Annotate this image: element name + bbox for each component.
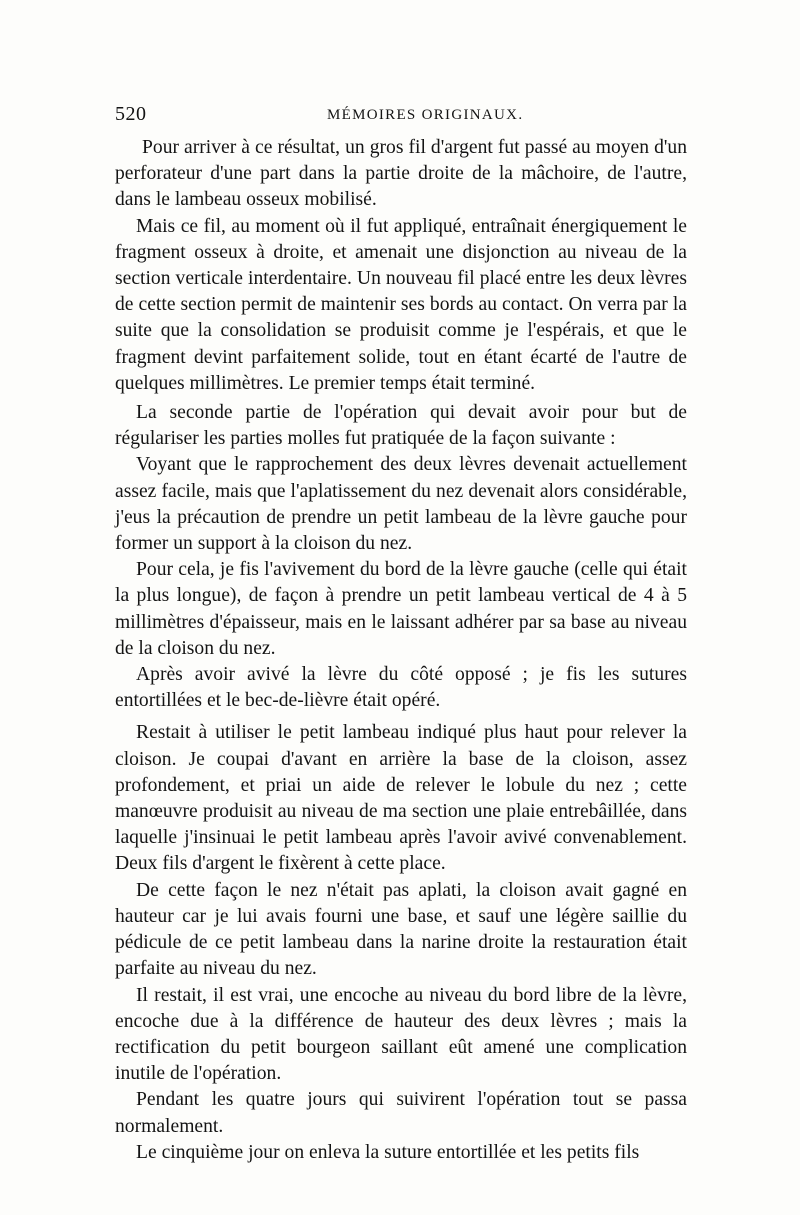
page-header: [115, 99, 695, 129]
paragraph: Mais ce fil, au moment où il fut appliqué, entraînait énergiquement le fragment osseux à droite, et amenait une disjonction au niveau de la section verticale interdentaire. Un nouveau fil placé entre les deux lèvres de cette section permit de maintenir ses bords au contact. On verra par la suite que la consolidation se produisit comme je l'espérais, et que le fragment devint parfaitement solide, tout en étant écarté de l'autre de quelques millimètres. Le premier temps était terminé.: [115, 215, 687, 394]
body-text: [115, 135, 687, 1166]
page-number: 520: [115, 103, 147, 125]
paragraph: Après avoir avivé la lèvre du côté opposé ; je fis les sutures entortillées et le bec-de-lièvre était opéré.: [115, 664, 687, 712]
paragraph: Pour arriver à ce résultat, un gros fil d'argent fut passé au moyen d'un perforateur d'une part dans la partie droite de la mâchoire, de l'autre, dans le lambeau osseux mobilisé.: [115, 137, 687, 211]
paragraph: La seconde partie de l'opération qui devait avoir pour but de régulariser les parties molles fut pratiquée de la façon suivante :: [115, 402, 687, 450]
paragraph: Voyant que le rapprochement des deux lèvres devenait actuellement assez facile, mais que l'aplatissement du nez devenait alors considérable, j'eus la précaution de prendre un petit lambeau de la lèvre gauche pour former un support à la cloison du nez.: [115, 454, 687, 555]
paragraph: Pendant les quatre jours qui suivirent l'opération tout se passa normalement.: [115, 1089, 687, 1137]
paragraph: Il restait, il est vrai, une encoche au niveau du bord libre de la lèvre, encoche due à la différence de hauteur des deux lèvres ; mais la rectification du petit bourgeon saillant eût amené une complication inutile de l'opération.: [115, 984, 687, 1085]
paragraph: Pour cela, je fis l'avivement du bord de la lèvre gauche (celle qui était la plus longue), de façon à prendre un petit lambeau vertical de 4 à 5 millimètres d'épaisseur, mais en le laissant adhérer par sa base au niveau de la cloison du nez.: [115, 559, 687, 659]
paragraph: Restait à utiliser le petit lambeau indiqué plus haut pour relever la cloison. Je coupai d'avant en arrière la base de la cloison, assez profondement, et priai un aide de relever le lobule du nez ; cette manœuvre produisit au niveau de ma section une plaie entrebâillée, dans laquelle j'insinuai le petit lambeau après l'avoir avivé convenablement. Deux fils d'argent le fixèrent à cette place.: [115, 722, 687, 875]
paragraph: De cette façon le nez n'était pas aplati, la cloison avait gagné en hauteur car je lui avais fourni une base, et sauf une légère saillie du pédicule de ce petit lambeau dans la narine droite la restauration était parfaite au niveau du nez.: [115, 879, 687, 980]
running-title: MÉMOIRES ORIGINAUX.: [327, 107, 524, 123]
paragraph: Le cinquième jour on enleva la suture entortillée et les petits fils: [136, 1141, 640, 1163]
